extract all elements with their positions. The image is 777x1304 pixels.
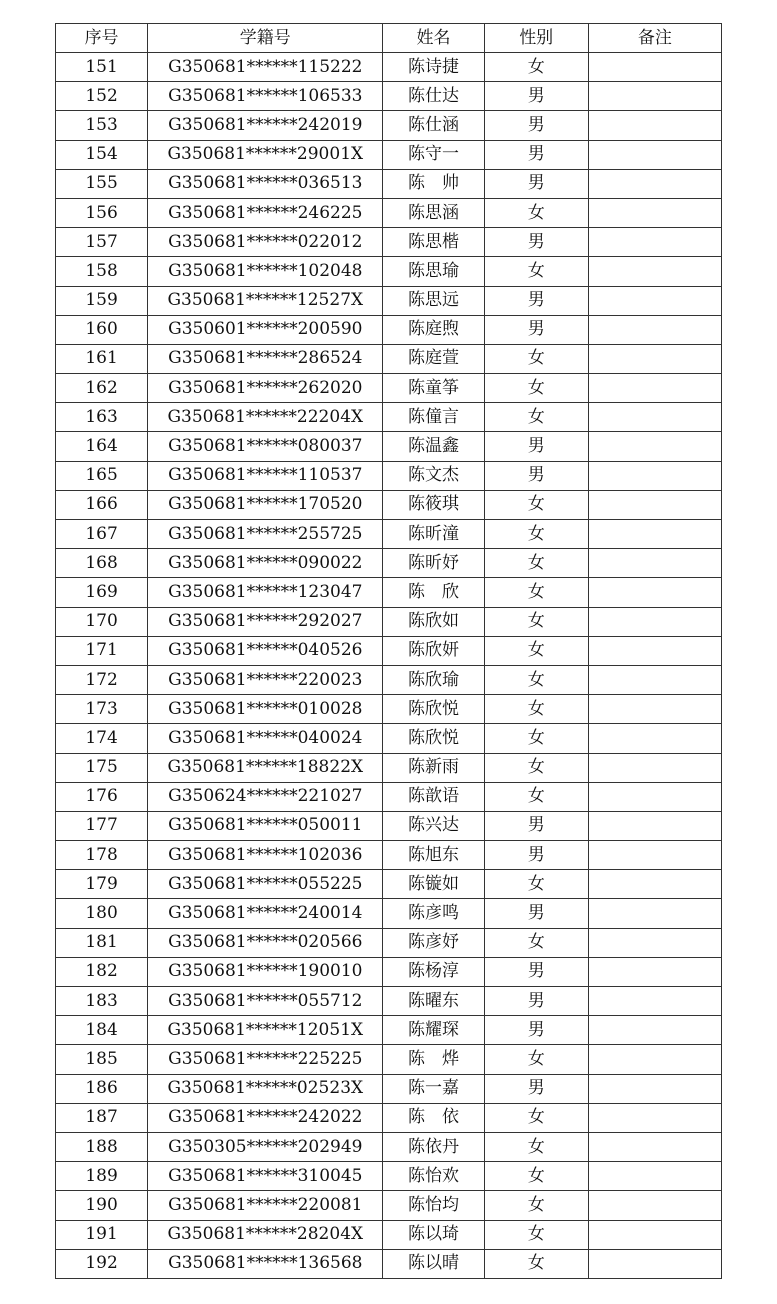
table-row [56, 665, 722, 694]
header-gender: 性别 [484, 24, 588, 53]
cell-student-id: G350681******22204X [148, 403, 383, 432]
cell-gender: 女 [484, 1103, 588, 1132]
table-row [56, 578, 722, 607]
cell-gender: 男 [484, 140, 588, 169]
cell-name: 陈 帅 [383, 169, 484, 198]
cell-serial-number: 158 [56, 257, 148, 286]
cell-serial-number: 159 [56, 286, 148, 315]
cell-serial-number: 162 [56, 374, 148, 403]
cell-serial-number: 155 [56, 169, 148, 198]
cell-serial-number: 160 [56, 315, 148, 344]
cell-name: 陈依丹 [383, 1132, 484, 1161]
cell-remarks [588, 1016, 721, 1045]
cell-serial-number: 192 [56, 1249, 148, 1278]
cell-student-id: G350681******050011 [148, 811, 383, 840]
cell-gender: 女 [484, 607, 588, 636]
cell-serial-number: 182 [56, 957, 148, 986]
cell-student-id: G350681******080037 [148, 432, 383, 461]
cell-gender: 女 [484, 53, 588, 82]
cell-gender: 男 [484, 82, 588, 111]
cell-student-id: G350681******010028 [148, 695, 383, 724]
cell-name: 陈庭煦 [383, 315, 484, 344]
cell-name: 陈思瑜 [383, 257, 484, 286]
cell-gender: 男 [484, 111, 588, 140]
table-row [56, 432, 722, 461]
cell-serial-number: 152 [56, 82, 148, 111]
cell-student-id: G350681******242022 [148, 1103, 383, 1132]
table-row [56, 520, 722, 549]
table-row [56, 286, 722, 315]
cell-gender: 女 [484, 636, 588, 665]
student-roster-table [55, 23, 722, 1279]
cell-student-id: G350681******040024 [148, 724, 383, 753]
cell-student-id: G350681******136568 [148, 1249, 383, 1278]
cell-gender: 男 [484, 1074, 588, 1103]
cell-student-id: G350681******29001X [148, 140, 383, 169]
cell-name: 陈思楷 [383, 228, 484, 257]
cell-student-id: G350681******255725 [148, 520, 383, 549]
cell-remarks [588, 1132, 721, 1161]
cell-remarks [588, 286, 721, 315]
cell-serial-number: 177 [56, 811, 148, 840]
cell-remarks [588, 257, 721, 286]
cell-name: 陈僮言 [383, 403, 484, 432]
cell-gender: 男 [484, 169, 588, 198]
cell-gender: 女 [484, 753, 588, 782]
cell-student-id: G350681******240014 [148, 899, 383, 928]
cell-remarks [588, 695, 721, 724]
table-row [56, 461, 722, 490]
cell-serial-number: 156 [56, 198, 148, 227]
cell-student-id: G350681******106533 [148, 82, 383, 111]
cell-gender: 女 [484, 928, 588, 957]
cell-serial-number: 186 [56, 1074, 148, 1103]
cell-serial-number: 169 [56, 578, 148, 607]
cell-remarks [588, 1220, 721, 1249]
cell-remarks [588, 665, 721, 694]
cell-name: 陈新雨 [383, 753, 484, 782]
cell-student-id: G350681******190010 [148, 957, 383, 986]
table-row [56, 782, 722, 811]
cell-remarks [588, 490, 721, 519]
cell-gender: 男 [484, 1016, 588, 1045]
cell-name: 陈欣如 [383, 607, 484, 636]
cell-remarks [588, 432, 721, 461]
cell-serial-number: 190 [56, 1191, 148, 1220]
cell-gender: 女 [484, 490, 588, 519]
cell-student-id: G350681******020566 [148, 928, 383, 957]
table-row [56, 1162, 722, 1191]
cell-student-id: G350681******292027 [148, 607, 383, 636]
table-row [56, 374, 722, 403]
cell-remarks [588, 403, 721, 432]
cell-gender: 男 [484, 286, 588, 315]
cell-gender: 男 [484, 432, 588, 461]
cell-serial-number: 166 [56, 490, 148, 519]
cell-gender: 女 [484, 1162, 588, 1191]
cell-gender: 女 [484, 1132, 588, 1161]
cell-name: 陈彦妤 [383, 928, 484, 957]
cell-serial-number: 173 [56, 695, 148, 724]
cell-gender: 女 [484, 695, 588, 724]
cell-student-id: G350681******110537 [148, 461, 383, 490]
cell-remarks [588, 899, 721, 928]
cell-remarks [588, 987, 721, 1016]
table-row [56, 1045, 722, 1074]
header-remarks: 备注 [588, 24, 721, 53]
cell-remarks [588, 782, 721, 811]
cell-serial-number: 170 [56, 607, 148, 636]
cell-student-id: G350681******12051X [148, 1016, 383, 1045]
cell-serial-number: 188 [56, 1132, 148, 1161]
cell-student-id: G350305******202949 [148, 1132, 383, 1161]
cell-remarks [588, 198, 721, 227]
table-row [56, 1016, 722, 1045]
table-row [56, 753, 722, 782]
cell-name: 陈诗捷 [383, 53, 484, 82]
cell-gender: 女 [484, 374, 588, 403]
cell-name: 陈仕达 [383, 82, 484, 111]
cell-gender: 女 [484, 198, 588, 227]
header-row [56, 24, 722, 53]
table-row [56, 1074, 722, 1103]
cell-serial-number: 165 [56, 461, 148, 490]
cell-remarks [588, 928, 721, 957]
cell-remarks [588, 1045, 721, 1074]
cell-remarks [588, 374, 721, 403]
cell-student-id: G350681******242019 [148, 111, 383, 140]
cell-name: 陈庭萱 [383, 344, 484, 373]
cell-name: 陈昕潼 [383, 520, 484, 549]
cell-student-id: G350681******286524 [148, 344, 383, 373]
table-row [56, 1191, 722, 1220]
cell-name: 陈欣瑜 [383, 665, 484, 694]
cell-student-id: G350681******28204X [148, 1220, 383, 1249]
cell-remarks [588, 82, 721, 111]
cell-remarks [588, 344, 721, 373]
cell-serial-number: 184 [56, 1016, 148, 1045]
cell-gender: 女 [484, 344, 588, 373]
cell-remarks [588, 607, 721, 636]
cell-name: 陈兴达 [383, 811, 484, 840]
table-row [56, 607, 722, 636]
cell-remarks [588, 753, 721, 782]
cell-student-id: G350601******200590 [148, 315, 383, 344]
cell-remarks [588, 1074, 721, 1103]
table-row [56, 899, 722, 928]
cell-serial-number: 172 [56, 665, 148, 694]
cell-student-id: G350681******022012 [148, 228, 383, 257]
cell-serial-number: 185 [56, 1045, 148, 1074]
cell-student-id: G350681******12527X [148, 286, 383, 315]
cell-serial-number: 171 [56, 636, 148, 665]
cell-gender: 女 [484, 1191, 588, 1220]
cell-name: 陈文杰 [383, 461, 484, 490]
cell-serial-number: 154 [56, 140, 148, 169]
cell-remarks [588, 461, 721, 490]
cell-remarks [588, 140, 721, 169]
cell-gender: 女 [484, 578, 588, 607]
cell-serial-number: 178 [56, 841, 148, 870]
cell-name: 陈温鑫 [383, 432, 484, 461]
cell-remarks [588, 228, 721, 257]
cell-student-id: G350681******02523X [148, 1074, 383, 1103]
cell-serial-number: 167 [56, 520, 148, 549]
cell-name: 陈守一 [383, 140, 484, 169]
table-row [56, 53, 722, 82]
cell-student-id: G350681******18822X [148, 753, 383, 782]
table-row [56, 695, 722, 724]
cell-name: 陈 依 [383, 1103, 484, 1132]
cell-name: 陈思远 [383, 286, 484, 315]
table-row [56, 490, 722, 519]
cell-name: 陈耀琛 [383, 1016, 484, 1045]
table-row [56, 169, 722, 198]
cell-gender: 男 [484, 811, 588, 840]
cell-remarks [588, 1103, 721, 1132]
cell-student-id: G350681******246225 [148, 198, 383, 227]
cell-remarks [588, 169, 721, 198]
cell-remarks [588, 111, 721, 140]
table-row [56, 549, 722, 578]
cell-serial-number: 164 [56, 432, 148, 461]
cell-gender: 男 [484, 228, 588, 257]
cell-name: 陈杨淳 [383, 957, 484, 986]
cell-student-id: G350681******102036 [148, 841, 383, 870]
cell-gender: 女 [484, 403, 588, 432]
table-row [56, 257, 722, 286]
table-row [56, 315, 722, 344]
cell-student-id: G350681******123047 [148, 578, 383, 607]
cell-serial-number: 157 [56, 228, 148, 257]
cell-name: 陈 欣 [383, 578, 484, 607]
cell-serial-number: 175 [56, 753, 148, 782]
cell-student-id: G350681******220081 [148, 1191, 383, 1220]
table-row [56, 344, 722, 373]
cell-student-id: G350681******220023 [148, 665, 383, 694]
cell-serial-number: 151 [56, 53, 148, 82]
cell-remarks [588, 53, 721, 82]
cell-remarks [588, 1162, 721, 1191]
cell-name: 陈 烨 [383, 1045, 484, 1074]
cell-serial-number: 176 [56, 782, 148, 811]
cell-serial-number: 189 [56, 1162, 148, 1191]
cell-gender: 女 [484, 1045, 588, 1074]
cell-gender: 女 [484, 665, 588, 694]
table-row [56, 987, 722, 1016]
cell-name: 陈旭东 [383, 841, 484, 870]
cell-name: 陈怡均 [383, 1191, 484, 1220]
table-row [56, 198, 722, 227]
cell-student-id: G350681******310045 [148, 1162, 383, 1191]
cell-name: 陈怡欢 [383, 1162, 484, 1191]
cell-gender: 女 [484, 782, 588, 811]
table-row [56, 811, 722, 840]
cell-student-id: G350681******040526 [148, 636, 383, 665]
cell-name: 陈一嘉 [383, 1074, 484, 1103]
cell-gender: 男 [484, 841, 588, 870]
cell-student-id: G350681******055712 [148, 987, 383, 1016]
cell-remarks [588, 957, 721, 986]
cell-serial-number: 168 [56, 549, 148, 578]
cell-name: 陈欣悦 [383, 695, 484, 724]
table-body [56, 53, 722, 1279]
table-row [56, 1220, 722, 1249]
table-row [56, 841, 722, 870]
cell-name: 陈昕妤 [383, 549, 484, 578]
cell-serial-number: 161 [56, 344, 148, 373]
table-row [56, 111, 722, 140]
cell-remarks [588, 549, 721, 578]
cell-serial-number: 163 [56, 403, 148, 432]
cell-serial-number: 183 [56, 987, 148, 1016]
cell-remarks [588, 315, 721, 344]
cell-student-id: G350681******036513 [148, 169, 383, 198]
cell-gender: 女 [484, 1249, 588, 1278]
table-row [56, 724, 722, 753]
cell-student-id: G350681******225225 [148, 1045, 383, 1074]
cell-gender: 男 [484, 987, 588, 1016]
cell-remarks [588, 724, 721, 753]
cell-student-id: G350681******262020 [148, 374, 383, 403]
cell-remarks [588, 1249, 721, 1278]
cell-remarks [588, 1191, 721, 1220]
cell-name: 陈歆语 [383, 782, 484, 811]
table-row [56, 1249, 722, 1278]
cell-name: 陈童筝 [383, 374, 484, 403]
cell-student-id: G350681******090022 [148, 549, 383, 578]
table-row [56, 870, 722, 899]
cell-serial-number: 179 [56, 870, 148, 899]
cell-name: 陈彦鸣 [383, 899, 484, 928]
cell-gender: 女 [484, 1220, 588, 1249]
cell-gender: 女 [484, 724, 588, 753]
cell-gender: 女 [484, 257, 588, 286]
table-row [56, 1132, 722, 1161]
table-row [56, 140, 722, 169]
cell-student-id: G350624******221027 [148, 782, 383, 811]
cell-serial-number: 153 [56, 111, 148, 140]
cell-student-id: G350681******055225 [148, 870, 383, 899]
table-row [56, 228, 722, 257]
cell-gender: 男 [484, 957, 588, 986]
cell-serial-number: 191 [56, 1220, 148, 1249]
cell-remarks [588, 636, 721, 665]
cell-student-id: G350681******170520 [148, 490, 383, 519]
cell-student-id: G350681******102048 [148, 257, 383, 286]
cell-remarks [588, 811, 721, 840]
cell-name: 陈以晴 [383, 1249, 484, 1278]
header-student-id: 学籍号 [148, 24, 383, 53]
cell-serial-number: 174 [56, 724, 148, 753]
table-row [56, 82, 722, 111]
cell-name: 陈欣悦 [383, 724, 484, 753]
cell-name: 陈曜东 [383, 987, 484, 1016]
header-name: 姓名 [383, 24, 484, 53]
cell-name: 陈镟如 [383, 870, 484, 899]
table-row [56, 928, 722, 957]
cell-gender: 女 [484, 549, 588, 578]
cell-name: 陈仕涵 [383, 111, 484, 140]
cell-name: 陈欣妍 [383, 636, 484, 665]
cell-gender: 女 [484, 870, 588, 899]
cell-remarks [588, 841, 721, 870]
cell-student-id: G350681******115222 [148, 53, 383, 82]
table-row [56, 636, 722, 665]
table-row [56, 1103, 722, 1132]
cell-name: 陈筱琪 [383, 490, 484, 519]
header-serial-number: 序号 [56, 24, 148, 53]
cell-gender: 女 [484, 520, 588, 549]
cell-serial-number: 187 [56, 1103, 148, 1132]
table-row [56, 403, 722, 432]
cell-remarks [588, 870, 721, 899]
cell-name: 陈思涵 [383, 198, 484, 227]
cell-serial-number: 181 [56, 928, 148, 957]
table-row [56, 957, 722, 986]
cell-remarks [588, 578, 721, 607]
cell-remarks [588, 520, 721, 549]
cell-gender: 男 [484, 899, 588, 928]
cell-gender: 男 [484, 461, 588, 490]
cell-gender: 男 [484, 315, 588, 344]
cell-name: 陈以琦 [383, 1220, 484, 1249]
cell-serial-number: 180 [56, 899, 148, 928]
